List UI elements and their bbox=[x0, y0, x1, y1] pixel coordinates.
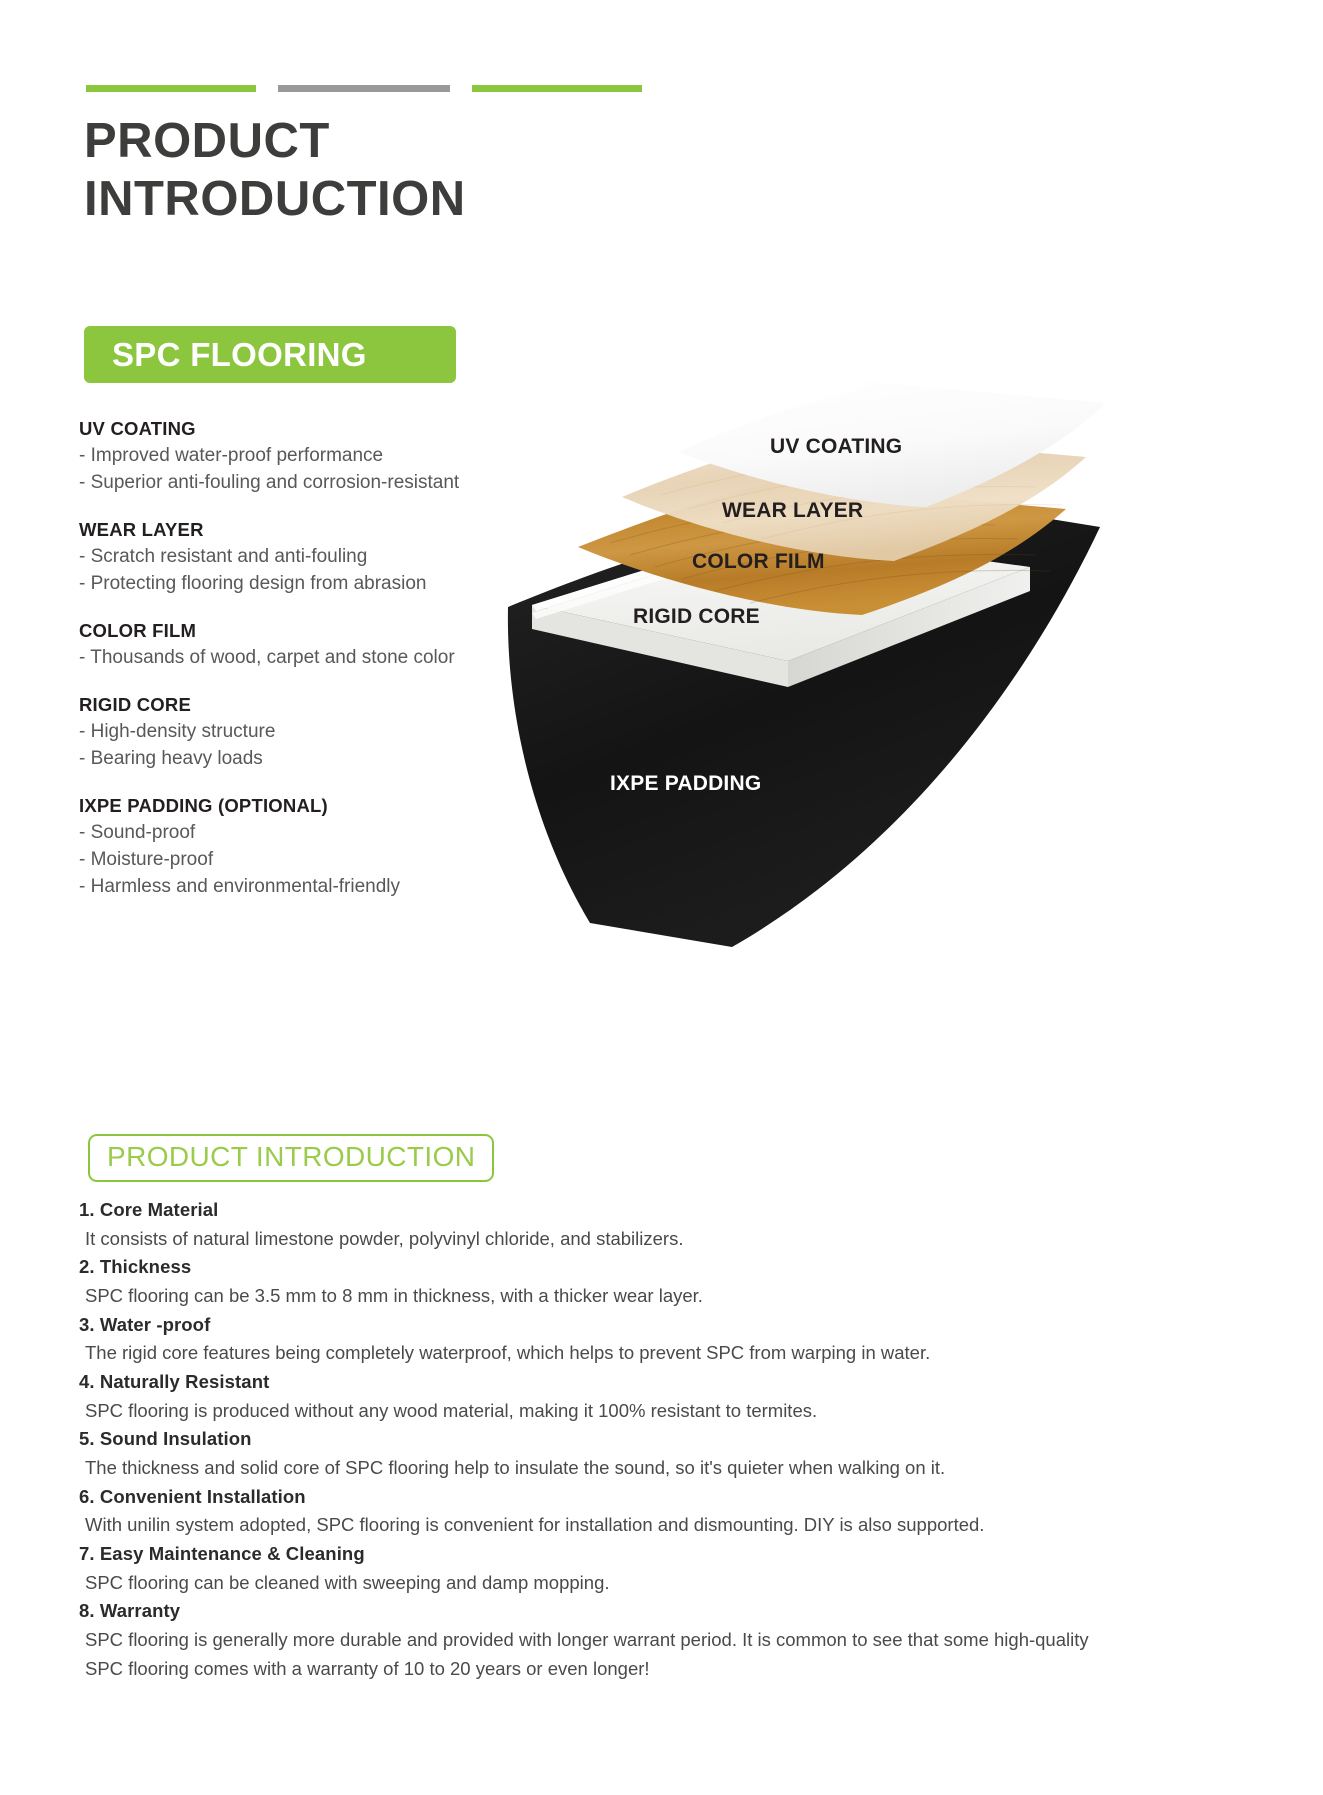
intro-item-head: 7. Easy Maintenance & Cleaning bbox=[79, 1543, 365, 1565]
spc-flooring-badge-label: SPC FLOORING bbox=[112, 335, 367, 373]
intro-item-body: SPC flooring can be 3.5 mm to 8 mm in thickness, with a thicker wear layer. bbox=[85, 1285, 703, 1307]
intro-item-body: The rigid core features being completely waterproof, which helps to prevent SPC from warping in water. bbox=[85, 1342, 931, 1364]
diagram-label-wear-layer: WEAR LAYER bbox=[722, 499, 864, 522]
product-introduction-section-header bbox=[88, 1134, 494, 1182]
intro-item-body: SPC flooring can be cleaned with sweeping and damp mopping. bbox=[85, 1571, 610, 1593]
diagram-label-ixpe-padding: IXPE PADDING bbox=[610, 772, 762, 795]
intro-item bbox=[79, 1311, 1089, 1368]
feature-bullet: - High-density structure bbox=[79, 720, 276, 742]
intro-item-head: 8. Warranty bbox=[79, 1600, 181, 1622]
decor-bar-gray bbox=[278, 85, 450, 92]
feature-bullet: - Superior anti-fouling and corrosion-resistant bbox=[79, 471, 460, 493]
intro-item bbox=[79, 1196, 1089, 1253]
product-introduction-section-label: PRODUCT INTRODUCTION bbox=[107, 1141, 476, 1172]
intro-item-body: SPC flooring is produced without any wood material, making it 100% resistant to termites. bbox=[85, 1399, 818, 1421]
intro-item-head: 6. Convenient Installation bbox=[79, 1485, 306, 1507]
feature-title: COLOR FILM bbox=[79, 619, 197, 641]
intro-item bbox=[79, 1483, 1089, 1540]
spc-layer-diagram-svg bbox=[470, 375, 1110, 975]
feature-bullet: - Scratch resistant and anti-fouling bbox=[79, 545, 368, 567]
spc-flooring-badge bbox=[84, 326, 456, 383]
intro-item bbox=[79, 1425, 1089, 1482]
decor-bar-green-right bbox=[472, 85, 642, 92]
feature-bullet: - Protecting flooring design from abrasion bbox=[79, 572, 427, 594]
page-title-line-2: INTRODUCTION bbox=[84, 171, 466, 226]
intro-item bbox=[79, 1597, 1089, 1683]
feature-title: WEAR LAYER bbox=[79, 518, 204, 540]
feature-bullet: - Moisture-proof bbox=[79, 848, 214, 870]
page-title-line-1: PRODUCT bbox=[84, 114, 330, 168]
intro-item-head: 5. Sound Insulation bbox=[79, 1428, 252, 1450]
product-introduction-list bbox=[79, 1196, 1089, 1683]
decor-bar-green-left bbox=[86, 85, 256, 92]
feature-bullet: - Harmless and environmental-friendly bbox=[79, 875, 401, 897]
intro-item-head: 3. Water -proof bbox=[79, 1313, 211, 1335]
intro-item bbox=[79, 1253, 1089, 1310]
page-title bbox=[84, 113, 466, 229]
intro-item bbox=[79, 1540, 1089, 1597]
intro-item bbox=[79, 1368, 1089, 1425]
intro-item-body: SPC flooring is generally more durable and provided with longer warrant period. It is common to see that some high-quality SPC flooring comes with a warranty of 10 to 20 years or even longer! bbox=[85, 1629, 1089, 1679]
intro-item-head: 2. Thickness bbox=[79, 1256, 192, 1278]
feature-bullet: - Improved water-proof performance bbox=[79, 445, 384, 466]
feature-bullet: - Thousands of wood, carpet and stone color bbox=[79, 646, 455, 668]
intro-item-body: It consists of natural limestone powder, polyvinyl chloride, and stabilizers. bbox=[85, 1227, 684, 1249]
feature-title: IXPE PADDING (OPTIONAL) bbox=[79, 794, 328, 816]
diagram-label-rigid-core: RIGID CORE bbox=[633, 605, 760, 628]
intro-item-body: The thickness and solid core of SPC flooring help to insulate the sound, so it's quieter when walking on it. bbox=[85, 1457, 946, 1479]
spc-layer-diagram bbox=[470, 375, 1110, 975]
feature-bullet: - Bearing heavy loads bbox=[79, 747, 263, 769]
diagram-label-uv-coating: UV COATING bbox=[770, 435, 903, 458]
feature-title: UV COATING bbox=[79, 418, 196, 439]
intro-item-head: 1. Core Material bbox=[79, 1199, 219, 1220]
diagram-label-color-film: COLOR FILM bbox=[692, 550, 825, 573]
feature-bullet: - Sound-proof bbox=[79, 821, 196, 843]
intro-item-head: 4. Naturally Resistant bbox=[79, 1371, 270, 1393]
feature-title: RIGID CORE bbox=[79, 693, 191, 715]
decorative-bars bbox=[86, 85, 642, 92]
intro-item-body: With unilin system adopted, SPC flooring is convenient for installation and dismounting. DIY is also supported. bbox=[85, 1514, 985, 1536]
